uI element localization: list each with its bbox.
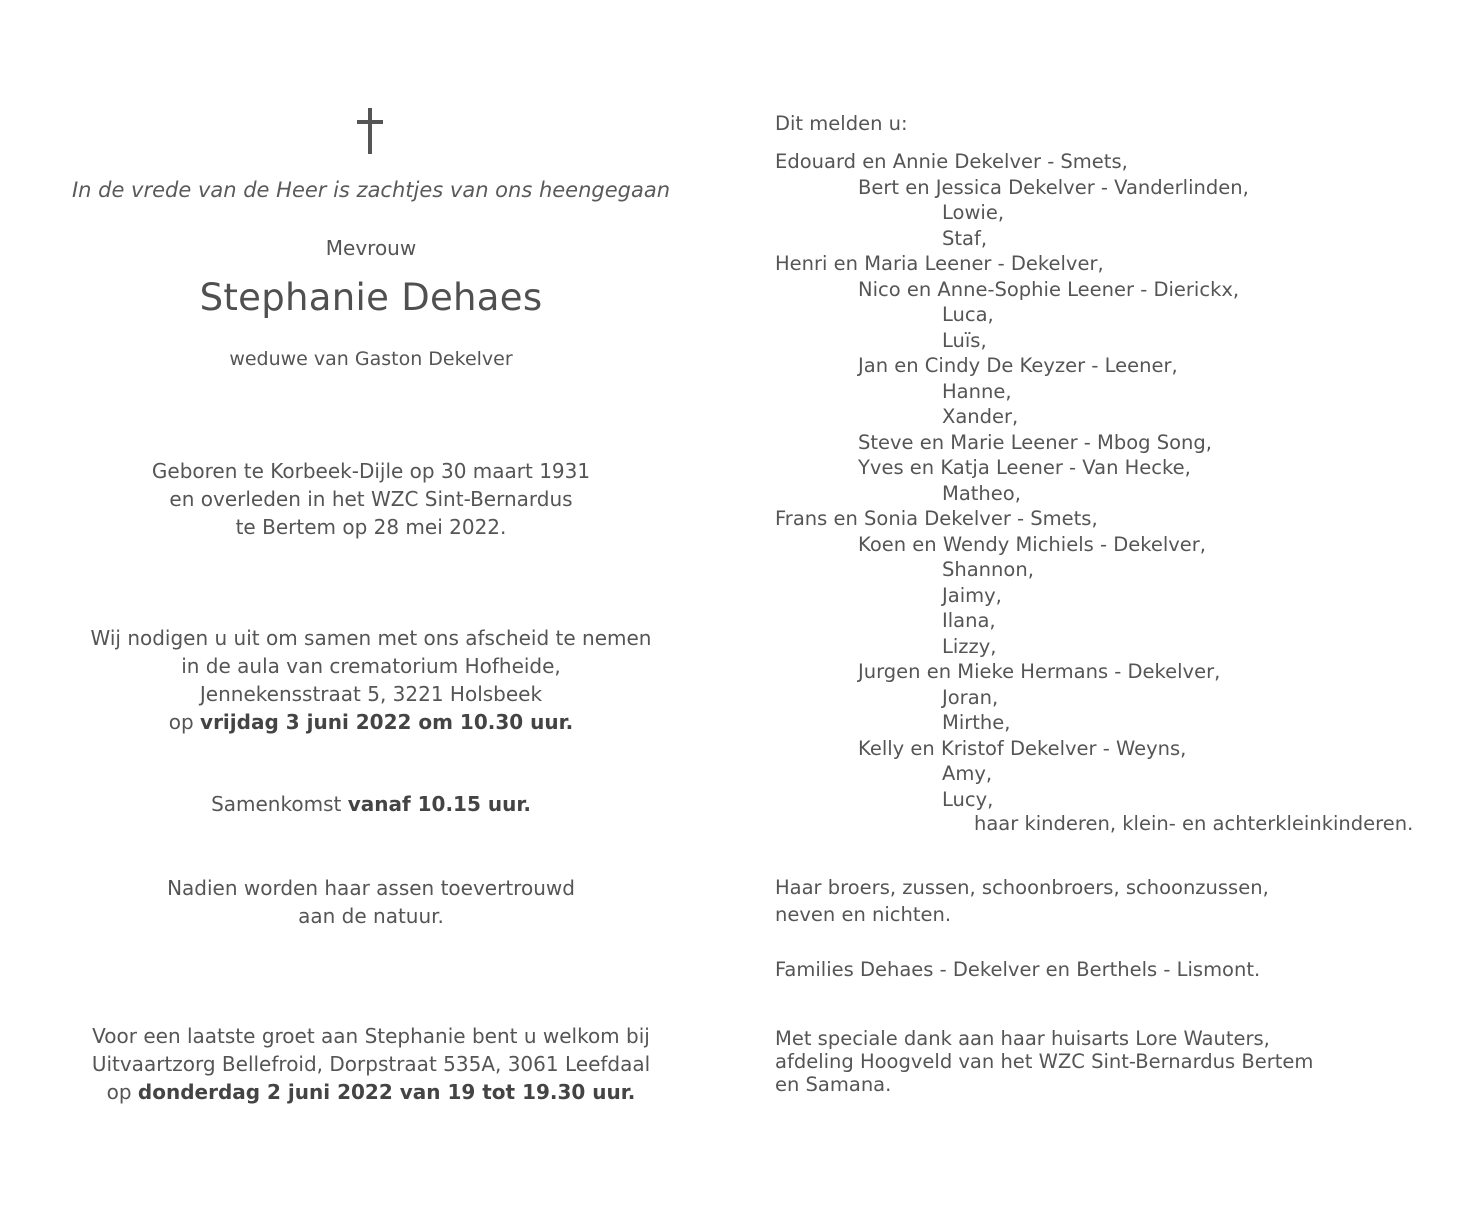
ceremony-line: Wij nodigen u uit om samen met ons afscheid te nemen: [90, 626, 652, 650]
family-member-line: Luca,: [942, 303, 994, 326]
family-member-line: Lowie,: [942, 201, 1005, 224]
thanks: [775, 1027, 1313, 1096]
family-member-line: Lucy,: [942, 787, 994, 811]
siblings: [775, 874, 1269, 928]
deceased-name: Stephanie Dehaes: [199, 276, 543, 319]
birth-death-line: Geboren te Korbeek-Dijle op 30 maart 1931: [151, 459, 591, 483]
ashes-line: aan de natuur.: [298, 904, 444, 928]
ceremony-date: [40, 708, 702, 736]
family-member-line: Bert en Jessica Dekelver - Vanderlinden,: [858, 175, 1249, 199]
family-member-line: Staf,: [942, 226, 988, 250]
intro: Dit melden u:: [775, 112, 908, 135]
visit-line: Voor een laatste groet aan Stephanie bent u welkom bij: [92, 1024, 650, 1048]
visit-date-bold: donderdag 2 juni 2022 van 19 tot 19.30 uur.: [137, 1080, 636, 1104]
family-member-line: Xander,: [942, 405, 1019, 428]
family-member-line: Jan en Cindy De Keyzer - Leener,: [858, 354, 1178, 377]
family-member-line: Frans en Sonia Dekelver - Smets,: [775, 507, 1098, 530]
family-member-line: Edouard en Annie Dekelver - Smets,: [775, 150, 1128, 173]
thanks-line: Met speciale dank aan haar huisarts Lore Wauters,: [775, 1027, 1270, 1050]
family-member-line: Jurgen en Mieke Hermans - Dekelver,: [858, 660, 1221, 683]
siblings-line: Haar broers, zussen, schoonbroers, schoonzussen,: [775, 876, 1269, 899]
family-member-line: Ilana,: [942, 609, 996, 632]
ceremony-date-bold: vrijdag 3 juni 2022 om 10.30 uur.: [200, 710, 574, 734]
family-member-line: Koen en Wendy Michiels - Dekelver,: [858, 532, 1206, 556]
ceremony-date-prefix: op: [168, 710, 201, 734]
visit-date: [40, 1078, 702, 1106]
family-member-line: Jaimy,: [942, 583, 1002, 607]
cross-icon: [352, 108, 388, 156]
visit-notice: [40, 1022, 702, 1106]
family-member-line: Luïs,: [942, 328, 987, 352]
birth-death-line: en overleden in het WZC Sint-Bernardus: [169, 487, 573, 511]
title-prefix: Mevrouw: [325, 236, 417, 260]
family-member-line: Yves en Katja Leener - Van Hecke,: [858, 456, 1191, 479]
family-closing: haar kinderen, klein- en achterkleinkinderen.: [974, 812, 1414, 835]
subtitle: In de vrede van de Heer is zachtjes van ons heengegaan: [71, 178, 671, 202]
ashes-notice: [40, 874, 702, 930]
family-member-line: Shannon,: [942, 558, 1034, 581]
family-member-line: Hanne,: [942, 379, 1012, 403]
widow-of: weduwe van Gaston Dekelver: [229, 348, 513, 370]
family-member-line: Nico en Anne-Sophie Leener - Dierickx,: [858, 277, 1240, 301]
ceremony-line: Jennekensstraat 5, 3221 Holsbeek: [199, 682, 543, 706]
family-member-line: Mirthe,: [942, 711, 1011, 734]
family-member-line: Joran,: [942, 685, 999, 709]
family-member-line: Amy,: [942, 762, 993, 785]
birth-death: [40, 457, 702, 541]
gathering-prefix: Samenkomst: [211, 792, 348, 816]
gathering-time: vanaf 10.15 uur.: [347, 792, 531, 816]
ceremony-invitation: [40, 624, 702, 736]
birth-death-line: te Bertem op 28 mei 2022.: [235, 515, 507, 539]
family-member-line: Henri en Maria Leener - Dekelver,: [775, 252, 1104, 275]
thanks-line: afdeling Hoogveld van het WZC Sint-Bernardus Bertem: [775, 1050, 1314, 1073]
visit-line: Uitvaartzorg Bellefroid, Dorpstraat 535A, 3061 Leefdaal: [91, 1052, 651, 1076]
ceremony-line: in de aula van crematorium Hofheide,: [181, 654, 561, 678]
thanks-line: en Samana.: [775, 1073, 892, 1096]
ashes-line: Nadien worden haar assen toevertrouwd: [167, 876, 575, 900]
family-member-line: Matheo,: [942, 481, 1021, 505]
family-member-line: Kelly en Kristof Dekelver - Weyns,: [858, 736, 1187, 760]
gathering: [40, 790, 702, 818]
siblings-line: neven en nichten.: [775, 903, 952, 926]
family-member-line: Lizzy,: [942, 634, 997, 658]
families: Families Dehaes - Dekelver en Berthels - Lismont.: [775, 958, 1261, 981]
family-member-line: Steve en Marie Leener - Mbog Song,: [858, 430, 1212, 454]
visit-date-prefix: op: [106, 1080, 138, 1104]
